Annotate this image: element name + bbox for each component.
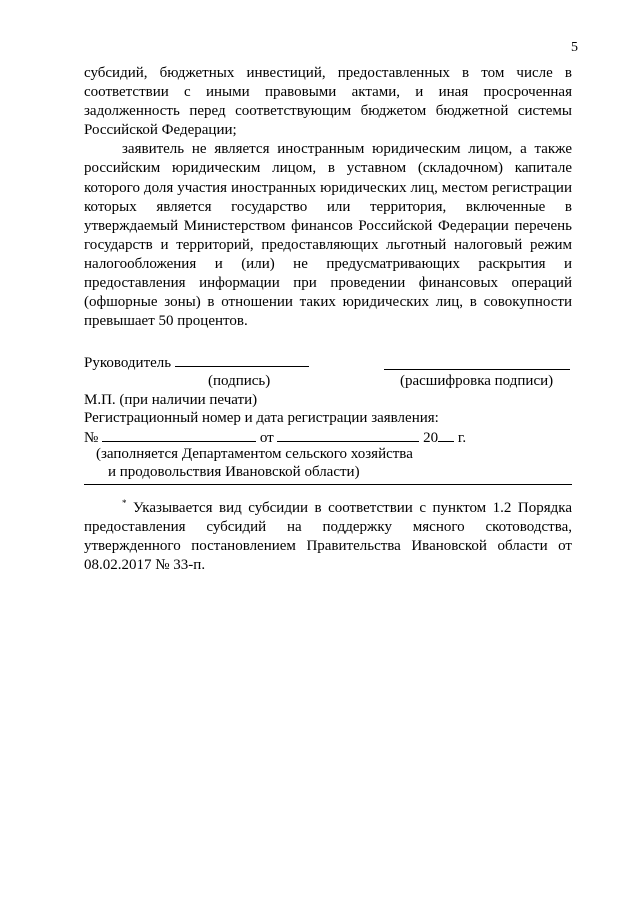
year-blank — [438, 427, 454, 442]
number-sign: № — [84, 430, 99, 446]
page-number: 5 — [571, 40, 578, 55]
head-label: Руководитель — [84, 355, 172, 371]
reg-date-blank — [277, 427, 419, 442]
fill-note-2: и продовольствия Ивановской области) — [108, 464, 360, 480]
fill-note-1: (заполняется Департаментом сельского хозяйства — [96, 446, 413, 462]
footnote-divider — [84, 484, 572, 485]
sign-caption: (подпись) — [208, 373, 271, 389]
decode-blank — [384, 355, 570, 370]
reg-label: Регистрационный номер и дата регистрации заявления: — [84, 410, 439, 426]
body-text — [84, 64, 572, 331]
paragraph-debt: субсидий, бюджетных инвестиций, предоставленных в том числе в соответствии с иными правовыми актами, и иная просроченная задолженность перед соответствующим бюджетом бюджетной системы Российской Федерации; — [84, 65, 572, 139]
from-word: от — [259, 430, 274, 446]
footnote-mark: * — [122, 498, 127, 508]
stamp-line: М.П. (при наличии печати) — [84, 392, 258, 408]
signature-line — [84, 352, 572, 373]
year-prefix: 20 — [423, 430, 439, 446]
signature-blank — [175, 352, 309, 367]
footnote-text: Указывается вид субсидии в соответствии с пунктом 1.2 Порядка предоставления субсидий на поддержку мясного скотоводства, утвержденного постановлением Правительства Ивановской области от 08.02.2017 № 33-п. — [84, 500, 572, 574]
paragraph-foreign-entity: заявитель не является иностранным юридическим лицом, а также российским юридическим лицом, в уставном (складочном) капитале которого доля участия иностранных юридических лиц, местом регистрации которых является государство или территория, включенные в утверждаемый Министерством финансов Российской Федерации перечень государств и территорий, предоставляющих льготный налоговый режим налогообложения и (или) не предусматривающих раскрытия и предоставления информации при проведении финансовых операций (офшорные зоны) в отношении таких юридических лиц, в совокупности превышает 50 процентов. — [84, 141, 572, 330]
reg-number-blank — [102, 427, 256, 442]
decode-caption: (расшифровка подписи) — [400, 373, 554, 389]
footnote — [84, 494, 572, 575]
year-suffix: г. — [457, 430, 467, 446]
